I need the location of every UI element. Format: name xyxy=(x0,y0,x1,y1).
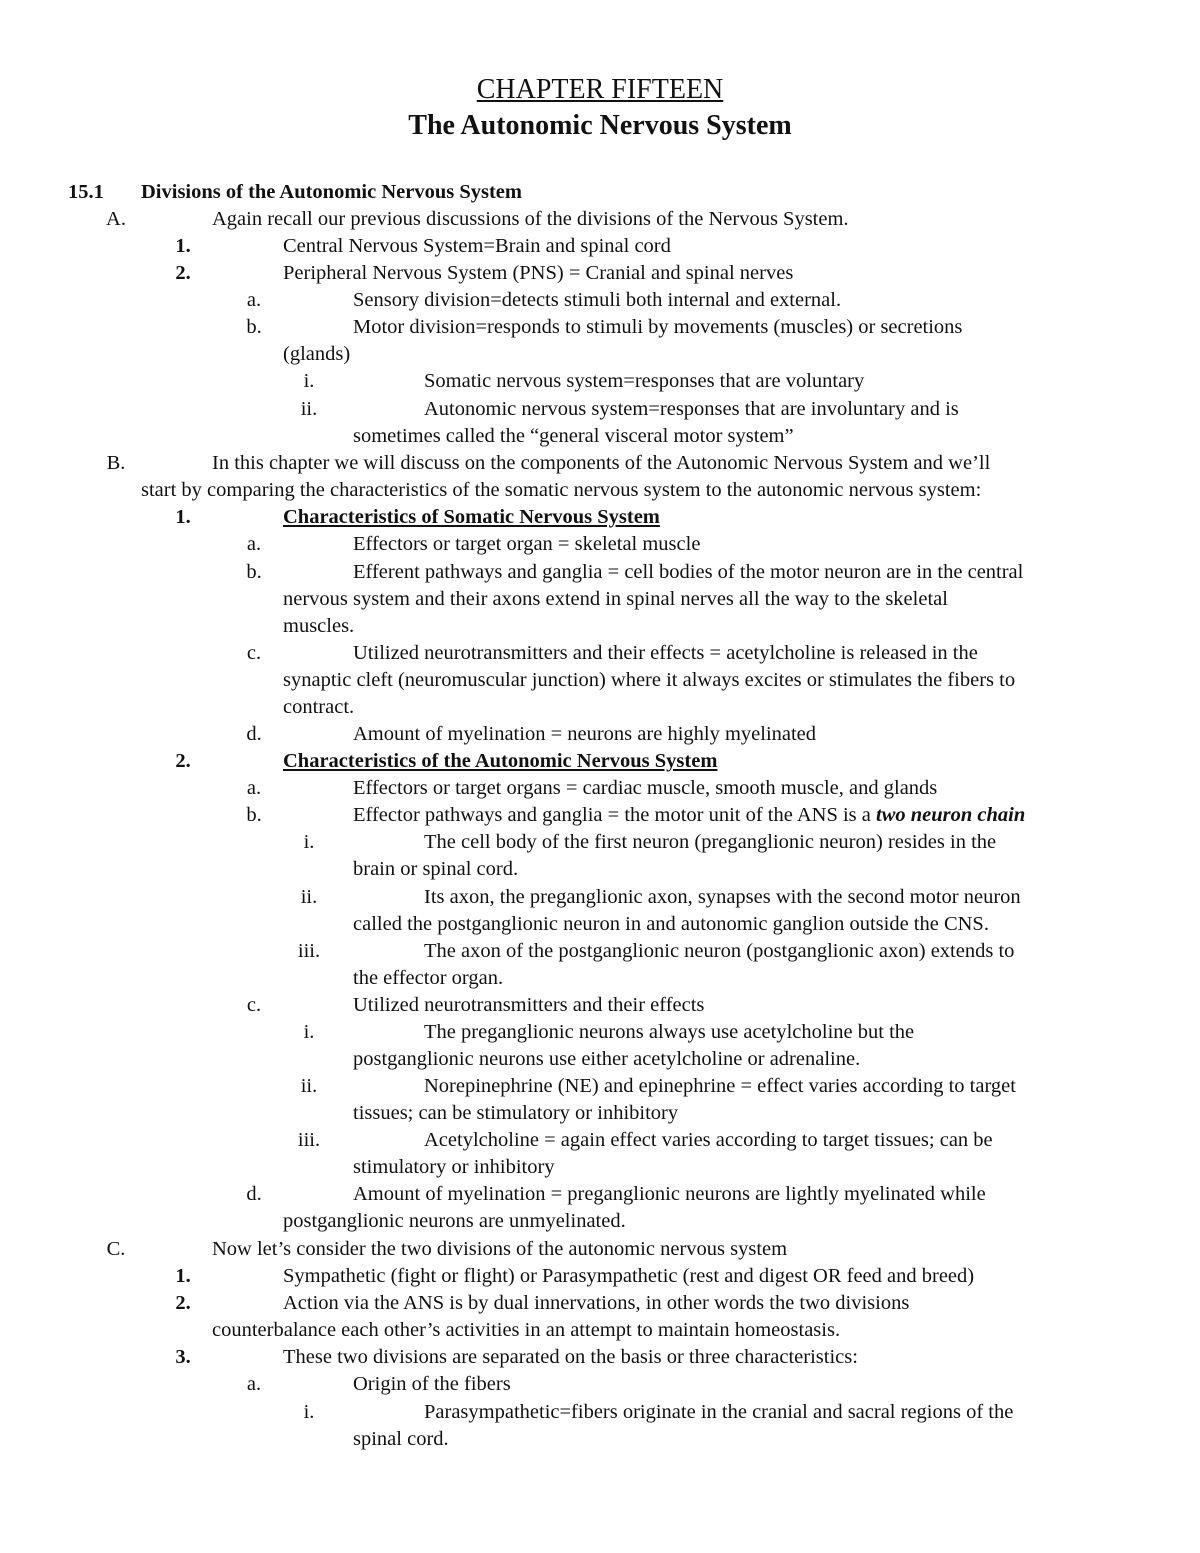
text-run: Amount of myelination = neurons are xyxy=(353,723,668,745)
outline-text xyxy=(283,260,793,287)
emphasis-text: skeletal muscle xyxy=(574,533,701,555)
outline-text xyxy=(212,1317,840,1344)
outline-text xyxy=(212,1236,787,1263)
section-number: 15.1 xyxy=(68,181,104,203)
outline-text xyxy=(353,1100,678,1127)
outline-text xyxy=(283,1290,909,1317)
outline-text xyxy=(283,504,660,531)
text-run: postganglionic neurons use either acetylcholine or adrenaline. xyxy=(353,1048,861,1070)
outline-marker: 3. xyxy=(175,1346,191,1368)
outline-marker: c. xyxy=(246,994,262,1016)
outline-text xyxy=(353,1154,555,1181)
outline-text xyxy=(141,477,981,504)
outline-text xyxy=(283,1344,858,1371)
text-run: Parasympathetic=fibers originate in the xyxy=(424,1401,753,1423)
outline-text xyxy=(424,368,864,395)
outline-text xyxy=(283,667,1015,694)
text-run: Effectors or target organ = xyxy=(353,533,575,555)
text-run: Origin of the fibers xyxy=(353,1373,511,1395)
text-run: = again effect varies according to target tissues; can be xyxy=(538,1129,993,1151)
emphasis-text: acetylcholine xyxy=(726,642,836,664)
text-run: start by comparing the characteristics of the somatic nervous system to the autonomic nervous system: xyxy=(141,479,982,501)
text-run: The axon of the postganglionic neuron ( xyxy=(424,940,754,962)
outline-marker: a. xyxy=(246,533,262,555)
outline-text xyxy=(353,1426,449,1453)
text-run: Somatic nervous system=responses that are voluntary xyxy=(424,370,865,392)
text-run: Its axon, the xyxy=(424,886,530,908)
emphasis-text: postganglionic axon xyxy=(753,940,919,962)
emphasis-text: postganglionic neuron xyxy=(437,913,620,935)
text-run: is released in the xyxy=(835,642,978,664)
outline-marker: a. xyxy=(246,1373,262,1395)
emphasis-text: cranial and sacral regions xyxy=(752,1401,961,1423)
text-run: Effector pathways and ganglia = the motor unit of the ANS is a xyxy=(353,804,877,826)
outline-marker: 1. xyxy=(175,235,191,257)
outline-marker: 1. xyxy=(175,506,191,528)
outline-text xyxy=(424,938,1014,965)
outline-text xyxy=(283,748,717,775)
text-run: contract. xyxy=(283,696,355,718)
outline-marker: B. xyxy=(106,452,126,474)
outline-marker: i. xyxy=(303,831,315,853)
text-run: Action via the ANS is by dual innervations, in other words the two divisions xyxy=(283,1292,910,1314)
text-run: , synapses with the second motor neuron xyxy=(687,886,1021,908)
outline-text xyxy=(424,396,959,423)
text-run: The cell body of the first neuron ( xyxy=(424,831,702,853)
emphasis-text: unmyelinated xyxy=(509,1210,621,1232)
outline-marker: a. xyxy=(246,777,262,799)
outline-text xyxy=(353,287,841,314)
emphasis-text: highly myelinated xyxy=(667,723,817,745)
outline-marker: ii. xyxy=(300,398,318,420)
outline-marker: iii. xyxy=(297,1129,321,1151)
text-run: Amount of myelination = preganglionic neurons are xyxy=(353,1183,786,1205)
text-run: Autonomic nervous system=responses that are involuntary and is xyxy=(424,398,959,420)
outline-text xyxy=(353,1371,511,1398)
text-run: The preganglionic neurons always use acetylcholine but the xyxy=(424,1021,915,1043)
outline-marker: 1. xyxy=(175,1265,191,1287)
outline-marker: i. xyxy=(303,370,315,392)
outline-marker: c. xyxy=(246,642,262,664)
outline-marker: b. xyxy=(246,561,262,583)
outline-marker: i. xyxy=(303,1401,315,1423)
outline-marker: 2. xyxy=(175,262,191,284)
section-title: Divisions of the Autonomic Nervous System xyxy=(141,181,522,203)
text-run: sometimes called the “general visceral motor system” xyxy=(353,425,794,447)
outline-text xyxy=(424,1019,914,1046)
emphasis-text: stimulatory or inhibitory xyxy=(353,1156,555,1178)
outline-marker: 2. xyxy=(175,750,191,772)
outline-text xyxy=(283,586,948,613)
outline-text xyxy=(353,559,1023,586)
outline-text xyxy=(353,314,962,341)
outline-text xyxy=(353,423,794,450)
text-run: ) resides in the xyxy=(876,831,997,853)
outline-marker: C. xyxy=(106,1238,126,1260)
outline-text xyxy=(283,613,354,640)
text-run: Effectors or target organs = xyxy=(353,777,583,799)
text-run: ) extends to xyxy=(918,940,1015,962)
text-run: synaptic cleft (neuromuscular junction) where it always excites or xyxy=(283,669,829,691)
outline-text xyxy=(424,829,996,856)
outline-marker: A. xyxy=(106,208,126,230)
text-run: postganglionic neurons are xyxy=(283,1210,510,1232)
text-run: Again recall our previous discussions of the divisions of the Nervous System. xyxy=(212,208,849,230)
outline-text xyxy=(283,1208,626,1235)
outline-text xyxy=(353,775,937,802)
text-run: brain or spinal cord. xyxy=(353,858,519,880)
outline-text xyxy=(283,341,350,368)
outline-text xyxy=(424,1127,993,1154)
text-run: . xyxy=(620,1210,626,1232)
text-run: Efferent pathways and ganglia = cell bodies of the motor neuron are in the central xyxy=(353,561,1024,583)
text-run: in and autonomic ganglion outside the CNS. xyxy=(620,913,989,935)
outline-marker: ii. xyxy=(300,1075,318,1097)
outline-text xyxy=(353,911,989,938)
emphasis-text: stimulates xyxy=(828,669,913,691)
outline-marker: b. xyxy=(246,804,262,826)
emphasis-text: two neuron chain xyxy=(876,804,1026,826)
outline-marker: a. xyxy=(246,289,262,311)
text-run: Motor division=responds to stimuli by movements (muscles) or secretions xyxy=(353,316,963,338)
outline-text xyxy=(353,856,518,883)
outline-marker: d. xyxy=(246,723,262,745)
outline-marker: d. xyxy=(246,1183,262,1205)
outline-marker: 2. xyxy=(175,1292,191,1314)
text-run: These two divisions are separated on the basis or three characteristics: xyxy=(283,1346,858,1368)
text-run: tissues; can be xyxy=(353,1102,477,1124)
text-run: the effector organ. xyxy=(353,967,504,989)
outline-text xyxy=(353,721,816,748)
emphasis-text: Characteristics of the Autonomic Nervous System xyxy=(283,750,718,772)
text-run: In this chapter we will discuss on the components of the Autonomic Nervous System and we’ll xyxy=(212,452,991,474)
outline-text xyxy=(353,531,700,558)
outline-text xyxy=(212,206,849,233)
emphasis-text: Characteristics of Somatic Nervous System xyxy=(283,506,660,528)
text-run: the fibers to xyxy=(912,669,1016,691)
outline-text xyxy=(424,1399,1013,1426)
text-run: Now let’s consider the two divisions of the autonomic nervous system xyxy=(212,1238,788,1260)
text-run: (glands) xyxy=(283,343,351,365)
emphasis-text: stimulatory or inhibitory xyxy=(476,1102,679,1124)
outline-text xyxy=(212,450,990,477)
text-run: counterbalance each other’s activities in an attempt to maintain homeostasis. xyxy=(212,1319,841,1341)
outline-text xyxy=(424,884,1021,911)
outline-text xyxy=(283,233,671,260)
text-run: spinal cord. xyxy=(353,1428,449,1450)
outline-marker: iii. xyxy=(297,940,321,962)
outline-text xyxy=(353,1181,986,1208)
outline-text xyxy=(283,694,354,721)
emphasis-text: preganglionic axon xyxy=(529,886,688,908)
emphasis-text: Acetylcholine xyxy=(424,1129,539,1151)
outline-text xyxy=(353,640,978,667)
emphasis-text: Norepinephrine (NE) and epinephrine xyxy=(424,1075,736,1097)
outline-text xyxy=(353,1046,860,1073)
text-run: nervous system and their axons extend in spinal nerves all the way to the skeletal xyxy=(283,588,948,610)
outline-text xyxy=(283,1263,974,1290)
text-run: Sympathetic (fight or flight) or Parasympathetic (rest and digest OR feed and breed) xyxy=(283,1265,975,1287)
text-run: while xyxy=(935,1183,986,1205)
outline-marker: b. xyxy=(246,316,262,338)
outline-marker: i. xyxy=(303,1021,315,1043)
outline-text xyxy=(353,965,503,992)
chapter-subtitle: The Autonomic Nervous System xyxy=(408,110,792,141)
text-run: muscles. xyxy=(283,615,355,637)
emphasis-text: lightly myelinated xyxy=(785,1183,936,1205)
text-run: of the xyxy=(960,1401,1014,1423)
text-run: Peripheral Nervous System (PNS) = Cranial and spinal nerves xyxy=(283,262,794,284)
emphasis-text: preganglionic neuron xyxy=(701,831,876,853)
text-run: Sensory division=detects stimuli both internal and external. xyxy=(353,289,842,311)
outline-text xyxy=(353,802,1025,829)
text-run: Central Nervous System=Brain and spinal cord xyxy=(283,235,671,257)
outline-text xyxy=(424,1073,1016,1100)
outline-text xyxy=(353,992,704,1019)
text-run: called the xyxy=(353,913,438,935)
emphasis-text: cardiac muscle, smooth muscle, and glands xyxy=(582,777,938,799)
chapter-heading: CHAPTER FIFTEEN xyxy=(476,74,724,105)
outline-marker: ii. xyxy=(300,886,318,908)
text-run: Utilized neurotransmitters and their effects xyxy=(353,994,705,1016)
text-run: = effect varies according to target xyxy=(735,1075,1016,1097)
text-run: Utilized neurotransmitters and their effects = xyxy=(353,642,727,664)
